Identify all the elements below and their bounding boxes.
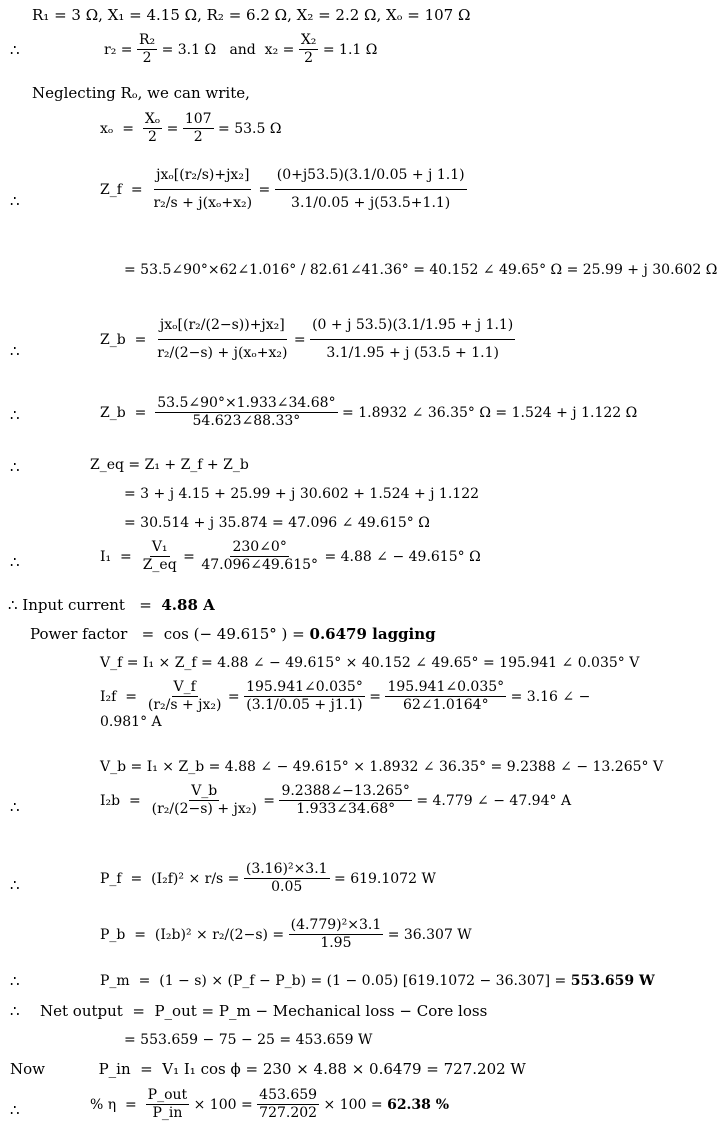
eff-den: P_in <box>152 1105 183 1122</box>
zf-num: jxₒ[(r₂/s)+jx₂] <box>154 168 251 190</box>
net-output-calc: = 553.659 − 75 − 25 = 453.659 W <box>124 1032 373 1048</box>
zb-equation: Z_b = $\frac{\text{jxₒ[(r₂/(2−s))+jx₂]}}{\text{r₂/(2−s) + j(xₒ+x₂)}}$ = $\frac{(0 + j 53.5)(3.1/1.95 + j 1.1)}{3.1/1.95 + j (53.5 + 1.1)}$ <box>100 317 514 362</box>
zeq-expanded: = 3 + j 4.15 + 25.99 + j 30.602 + 1.524 + j 1.122 <box>124 486 480 502</box>
therefore-symbol: ∴ <box>10 342 20 360</box>
xo-num: Xₒ <box>143 112 162 129</box>
pm-expr: (1 − s) × (P_f − P_b) = (1 − 0.05) [619.1072 − 36.307] = <box>159 973 571 989</box>
net-output-label: Net output <box>40 1002 123 1020</box>
r2-lhs: r₂ <box>104 41 117 58</box>
input-current-value: 4.88 A <box>161 596 215 614</box>
zb2-val: = 1.8932 ∠ 36.35° Ω = 1.524 + j 1.122 Ω <box>342 404 638 421</box>
input-current-label: ∴ Input current <box>8 596 125 614</box>
xo-lhs: xₒ <box>100 120 114 137</box>
eff-lhs: % η <box>90 1096 117 1113</box>
pb-val: = 36.307 W <box>387 926 472 943</box>
given-values: R₁ = 3 Ω, X₁ = 4.15 Ω, R₂ = 6.2 Ω, X₂ = 2.2 Ω, Xₒ = 107 Ω <box>32 6 471 24</box>
zb-num2: (0 + j 53.5)(3.1/1.95 + j 1.1) <box>310 318 515 340</box>
pb-power-equation: P_b = (I₂b)² × r₂/(2−s) = $\frac{\text{(4.779)²×3.1}}{1.95}$ = 36.307 W <box>100 917 472 952</box>
therefore-symbol: ∴ <box>10 876 20 894</box>
i1-equation: I₁ = $\frac{\text{V₁}}{Z\_eq}$ = $\frac{230\angle 0^\circ}{47.096\angle 49.615^\circ}$ = 4.88 ∠ − 49.615° Ω <box>100 539 481 574</box>
x2-num: X₂ <box>299 33 319 50</box>
zb2-den: 54.623∠88.33° <box>192 413 301 430</box>
x2-den: 2 <box>304 50 314 67</box>
net-output: Net output = P_out = P_m − Mechanical loss − Core loss <box>40 1002 488 1020</box>
neglecting-text: Neglecting Rₒ, we can write, <box>32 84 250 102</box>
net-output-result <box>124 1033 372 1047</box>
zb-value-equation: Z_b = $\frac{53.5\angle 90^\circ\times 1.933\angle 34.68^\circ}{54.623\angle 88.33^\circ}$ = 1.8932 ∠ 36.35° Ω = 1.524 + j 1.122 Ω <box>100 395 638 430</box>
power-factor-expr: cos (− 49.615° ) = <box>163 625 310 643</box>
i2b-lhs: I₂b <box>100 792 121 809</box>
zf-lhs: Z_f <box>100 181 122 198</box>
input-current: ∴ Input current = 4.88 A <box>8 596 215 614</box>
pf-expr: (I₂f)² × r/s = <box>151 870 240 887</box>
i2f-den: (r₂/s + jx₂) <box>147 697 222 714</box>
r2-num: R₂ <box>137 33 157 50</box>
eff-den2: 727.202 <box>259 1105 318 1122</box>
eff-num2: 453.659 <box>257 1088 319 1105</box>
eff-expr: × 100 = <box>323 1096 388 1113</box>
eff-num: P_out <box>146 1088 190 1105</box>
therefore-symbol: ∴ <box>10 41 20 59</box>
pin-lhs: P_in <box>98 1060 131 1078</box>
pb-den: 1.95 <box>320 935 352 952</box>
zf-den2: 3.1/0.05 + j(53.5+1.1) <box>291 195 451 212</box>
pb-expr: (I₂b)² × r₂/(2−s) = <box>154 926 285 943</box>
eff-mid: × 100 = <box>193 1096 253 1113</box>
xo-equation: xₒ = $\frac{\text{Xₒ}}{2}$ = $\frac{107}{2}$ = 53.5 Ω <box>100 111 282 146</box>
i2f-num3: 195.941∠0.035° <box>385 680 506 697</box>
i2f-lhs: I₂f <box>100 688 117 705</box>
i2f-den2: (3.1/0.05 + j1.1) <box>246 697 363 714</box>
therefore-symbol: ∴ <box>10 1002 20 1020</box>
i1-lhs: I₁ <box>100 548 112 565</box>
pf-lhs: P_f <box>100 870 122 887</box>
xo-den2: 2 <box>193 129 203 146</box>
eff-value: 62.38 % <box>387 1096 450 1113</box>
zf-den: r₂/s + j(xₒ+x₂) <box>153 195 253 212</box>
i2b-equation: I₂b = $\frac{V\_b}{\text{(r₂/(2−s) + jx₂)}}$ = $\frac{9.2388\angle-13.265^\circ}{1.933\angle 34.68^\circ}$ = 4.779 ∠ − 47.94° A <box>100 783 572 818</box>
power-factor-value: 0.6479 lagging <box>309 625 436 643</box>
i2b-val: = 4.779 ∠ − 47.94° A <box>416 792 572 809</box>
i2f-val: = 3.16 ∠ − 0.981° A <box>100 688 591 730</box>
pf-num: (3.16)²×3.1 <box>244 862 330 879</box>
pf-power-equation: P_f = (I₂f)² × r/s = $\frac{\text{(3.16)²×3.1}}{0.05}$ = 619.1072 W <box>100 861 436 896</box>
i1-num2: 230∠0° <box>230 540 288 557</box>
i1-den: Z_eq <box>142 557 177 574</box>
pm-lhs: P_m <box>100 973 130 989</box>
pf-den: 0.05 <box>271 879 303 896</box>
xo-den: 2 <box>148 129 157 146</box>
therefore-symbol: ∴ <box>10 192 20 210</box>
pin-label: Now <box>10 1060 45 1078</box>
zb-num: jxₒ[(r₂/(2−s))+jx₂] <box>158 318 287 340</box>
net-output-expr: P_out = P_m − Mechanical loss − Core loss <box>154 1002 488 1020</box>
i2b-den2: 1.933∠34.68° <box>296 801 396 818</box>
x2-val: = 1.1 Ω <box>322 41 378 58</box>
i2b-den: (r₂/(2−s) + jx₂) <box>151 801 257 818</box>
zb2-lhs: Z_b <box>100 404 126 421</box>
i2f-num2: 195.941∠0.035° <box>244 680 365 697</box>
i1-den2: 47.096∠49.615° <box>201 557 319 574</box>
zf-equation: Z_f = $\frac{\text{jxₒ[(r₂/s)+jx₂]}}{\text{r₂/s + j(xₒ+x₂)}}$ = $\frac{(0+j53.5)(3.1/0.05 + j 1.1)}{3.1/0.05 + j(53.5+1.1)}$ <box>100 167 465 212</box>
zb-lhs: Z_b <box>100 331 126 348</box>
pm-equation: P_m = (1 − s) × (P_f − P_b) = (1 − 0.05) [619.1072 − 36.307] = 553.659 W <box>100 973 655 989</box>
zb-den: r₂/(2−s) + j(xₒ+x₂) <box>157 345 288 362</box>
efficiency-equation: % η = $\frac{\text{P\_out}}{P\_in}$ × 100 = $\frac{453.659}{727.202}$ × 100 = 62.38 % <box>90 1087 450 1122</box>
i2f-num: V_f <box>172 680 198 697</box>
i2f-equation: I₂f = $\frac{V\_f}{\text{(r₂/s + jx₂)}}$ = $\frac{195.941\angle 0.035^\circ}{(3.1/0.05 + j1.1)}$ = $\frac{195.941\angle 0.035^\circ}{62\angle 1.0164^\circ}$ = 3.16 ∠ − 0.981° A <box>100 679 591 730</box>
zeq-sum: Z_eq = Z₁ + Z_f + Z_b <box>90 457 249 473</box>
pin-expr: V₁ I₁ cos ϕ = 230 × 4.88 × 0.6479 = 727.202 W <box>162 1060 526 1078</box>
r2-den: 2 <box>142 50 152 67</box>
vb-equation: V_b = I₁ × Z_b = 4.88 ∠ − 49.615° × 1.8932 ∠ 36.35° = 9.2388 ∠ − 13.265° V <box>100 759 664 775</box>
pf-val: = 619.1072 W <box>334 870 436 887</box>
therefore-symbol: ∴ <box>10 458 20 476</box>
r2-val: = 3.1 Ω <box>161 41 217 58</box>
pb-num: (4.779)²×3.1 <box>289 918 384 935</box>
therefore-symbol: ∴ <box>10 406 20 424</box>
xo-val: = 53.5 Ω <box>218 120 282 137</box>
i1-num: V₁ <box>150 540 170 557</box>
i2b-num: V_b <box>189 784 219 801</box>
i2f-den3: 62∠1.0164° <box>403 697 489 714</box>
pm-value: 553.659 W <box>570 973 655 989</box>
zb2-num: 53.5∠90°×1.933∠34.68° <box>155 396 337 413</box>
i1-val: = 4.88 ∠ − 49.615° Ω <box>324 548 481 565</box>
x2-lhs: x₂ <box>264 41 279 58</box>
vf-equation: V_f = I₁ × Z_f = 4.88 ∠ − 49.615° × 40.152 ∠ 49.65° = 195.941 ∠ 0.035° V <box>100 655 640 671</box>
therefore-symbol: ∴ <box>10 1101 20 1119</box>
pb-lhs: P_b <box>100 926 126 943</box>
zf-num2: (0+j53.5)(3.1/0.05 + j 1.1) <box>275 168 467 190</box>
power-factor: Power factor = cos (− 49.615° ) = 0.6479 lagging <box>30 625 436 643</box>
power-factor-label: Power factor <box>30 625 128 643</box>
therefore-symbol: ∴ <box>10 553 20 571</box>
pin-equation: Now P_in = V₁ I₁ cos ϕ = 230 × 4.88 × 0.6479 = 727.202 W <box>10 1060 526 1078</box>
therefore-symbol: ∴ <box>10 798 20 816</box>
i2b-num2: 9.2388∠−13.265° <box>279 784 411 801</box>
xo-num2: 107 <box>183 112 214 129</box>
zb-den2: 3.1/1.95 + j (53.5 + 1.1) <box>326 345 499 362</box>
and-word: and <box>229 41 256 58</box>
therefore-symbol: ∴ <box>10 972 20 990</box>
zeq-result: = 30.514 + j 35.874 = 47.096 ∠ 49.615° Ω <box>124 515 430 531</box>
r2-x2-equation: r₂ = $\frac{\text{R₂}}{2}$ = 3.1 Ω and x₂ = $\frac{\text{X₂}}{2}$ = 1.1 Ω <box>104 32 378 67</box>
zf-result: = 53.5∠90°×62∠1.016° / 82.61∠41.36° = 40.152 ∠ 49.65° Ω = 25.99 + j 30.602 Ω <box>124 262 717 278</box>
